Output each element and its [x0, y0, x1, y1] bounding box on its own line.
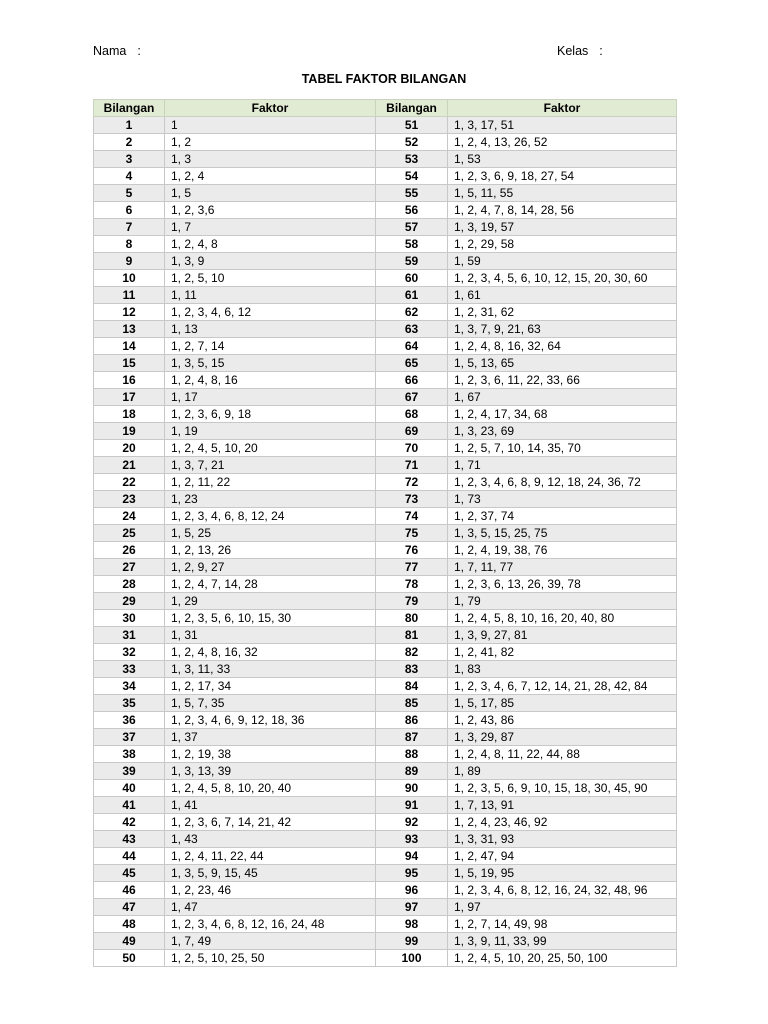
bilangan-left-cell: 50: [94, 950, 165, 967]
bilangan-left-cell: 27: [94, 559, 165, 576]
faktor-left-cell: 1, 2, 3, 6, 7, 14, 21, 42: [165, 814, 376, 831]
bilangan-right-cell: 96: [376, 882, 448, 899]
faktor-left-cell: 1, 2, 17, 34: [165, 678, 376, 695]
bilangan-left-cell: 39: [94, 763, 165, 780]
faktor-right-cell: 1, 59: [448, 253, 677, 270]
table-row: [94, 372, 677, 389]
table-row: [94, 678, 677, 695]
table-header-row: [94, 100, 677, 117]
faktor-right-cell: 1, 7, 11, 77: [448, 559, 677, 576]
faktor-left-cell: 1, 2, 4, 5, 10, 20: [165, 440, 376, 457]
table-row: [94, 525, 677, 542]
bilangan-left-cell: 1: [94, 117, 165, 134]
bilangan-right-cell: 83: [376, 661, 448, 678]
bilangan-left-cell: 22: [94, 474, 165, 491]
bilangan-right-cell: 94: [376, 848, 448, 865]
faktor-right-cell: 1, 67: [448, 389, 677, 406]
faktor-right-cell: 1, 2, 4, 8, 11, 22, 44, 88: [448, 746, 677, 763]
faktor-left-cell: 1, 2, 7, 14: [165, 338, 376, 355]
table-row: [94, 219, 677, 236]
faktor-left-cell: 1, 17: [165, 389, 376, 406]
table-row: [94, 661, 677, 678]
table-row: [94, 253, 677, 270]
faktor-right-cell: 1, 2, 4, 17, 34, 68: [448, 406, 677, 423]
faktor-left-cell: 1, 2, 3, 4, 6, 8, 12, 24: [165, 508, 376, 525]
bilangan-right-cell: 87: [376, 729, 448, 746]
bilangan-left-cell: 49: [94, 933, 165, 950]
bilangan-right-cell: 72: [376, 474, 448, 491]
faktor-left-cell: 1, 3: [165, 151, 376, 168]
faktor-left-cell: 1, 5, 25: [165, 525, 376, 542]
bilangan-left-cell: 17: [94, 389, 165, 406]
bilangan-left-cell: 36: [94, 712, 165, 729]
faktor-right-cell: 1, 2, 7, 14, 49, 98: [448, 916, 677, 933]
faktor-right-cell: 1, 2, 3, 6, 9, 18, 27, 54: [448, 168, 677, 185]
faktor-left-cell: 1, 7, 49: [165, 933, 376, 950]
table-row: [94, 185, 677, 202]
bilangan-left-cell: 47: [94, 899, 165, 916]
faktor-right-cell: 1, 2, 3, 4, 5, 6, 10, 12, 15, 20, 30, 60: [448, 270, 677, 287]
table-row: [94, 304, 677, 321]
bilangan-left-cell: 38: [94, 746, 165, 763]
table-row: [94, 202, 677, 219]
faktor-right-cell: 1, 2, 43, 86: [448, 712, 677, 729]
bilangan-left-cell: 24: [94, 508, 165, 525]
faktor-left-cell: 1, 2, 23, 46: [165, 882, 376, 899]
bilangan-right-cell: 66: [376, 372, 448, 389]
faktor-left-cell: 1, 2, 3, 4, 6, 9, 12, 18, 36: [165, 712, 376, 729]
bilangan-left-cell: 37: [94, 729, 165, 746]
nama-field: [93, 44, 141, 58]
bilangan-left-cell: 28: [94, 576, 165, 593]
faktor-right-cell: 1, 5, 11, 55: [448, 185, 677, 202]
bilangan-left-cell: 10: [94, 270, 165, 287]
bilangan-right-cell: 81: [376, 627, 448, 644]
kelas-label: Kelas: [557, 44, 589, 58]
bilangan-right-cell: 82: [376, 644, 448, 661]
bilangan-left-cell: 5: [94, 185, 165, 202]
bilangan-left-cell: 11: [94, 287, 165, 304]
table-row: [94, 355, 677, 372]
faktor-left-cell: 1, 3, 9: [165, 253, 376, 270]
bilangan-left-cell: 41: [94, 797, 165, 814]
faktor-right-cell: 1, 2, 4, 19, 38, 76: [448, 542, 677, 559]
faktor-right-cell: 1, 2, 3, 4, 6, 7, 12, 14, 21, 28, 42, 84: [448, 678, 677, 695]
faktor-right-cell: 1, 3, 29, 87: [448, 729, 677, 746]
bilangan-left-cell: 2: [94, 134, 165, 151]
bilangan-right-cell: 67: [376, 389, 448, 406]
faktor-left-cell: 1, 2, 13, 26: [165, 542, 376, 559]
page-title: TABEL FAKTOR BILANGAN: [301, 72, 467, 86]
bilangan-right-cell: 76: [376, 542, 448, 559]
faktor-left-cell: 1, 2, 4, 5, 8, 10, 20, 40: [165, 780, 376, 797]
bilangan-right-cell: 99: [376, 933, 448, 950]
bilangan-left-cell: 46: [94, 882, 165, 899]
bilangan-left-cell: 33: [94, 661, 165, 678]
table-row: [94, 457, 677, 474]
faktor-right-cell: 1, 3, 17, 51: [448, 117, 677, 134]
table-row: [94, 389, 677, 406]
faktor-left-cell: 1, 13: [165, 321, 376, 338]
faktor-left-cell: 1, 37: [165, 729, 376, 746]
faktor-right-cell: 1, 2, 4, 8, 16, 32, 64: [448, 338, 677, 355]
table-row: [94, 321, 677, 338]
faktor-left-cell: 1, 2, 9, 27: [165, 559, 376, 576]
faktor-left-cell: 1, 31: [165, 627, 376, 644]
faktor-right-cell: 1, 2, 3, 4, 6, 8, 9, 12, 18, 24, 36, 72: [448, 474, 677, 491]
faktor-right-cell: 1, 3, 19, 57: [448, 219, 677, 236]
table-row: [94, 899, 677, 916]
faktor-left-cell: 1, 47: [165, 899, 376, 916]
bilangan-left-cell: 3: [94, 151, 165, 168]
bilangan-right-cell: 69: [376, 423, 448, 440]
bilangan-left-cell: 19: [94, 423, 165, 440]
faktor-right-cell: 1, 2, 37, 74: [448, 508, 677, 525]
bilangan-left-cell: 21: [94, 457, 165, 474]
faktor-left-cell: 1, 2, 4, 8, 16: [165, 372, 376, 389]
faktor-right-cell: 1, 2, 4, 13, 26, 52: [448, 134, 677, 151]
faktor-right-cell: 1, 2, 41, 82: [448, 644, 677, 661]
faktor-right-cell: 1, 5, 17, 85: [448, 695, 677, 712]
table-row: [94, 933, 677, 950]
column-header-faktor-left: Faktor: [165, 100, 376, 117]
table-row: [94, 627, 677, 644]
faktor-left-cell: 1, 2, 3, 4, 6, 8, 12, 16, 24, 48: [165, 916, 376, 933]
table-row: [94, 848, 677, 865]
bilangan-left-cell: 30: [94, 610, 165, 627]
bilangan-right-cell: 85: [376, 695, 448, 712]
bilangan-right-cell: 89: [376, 763, 448, 780]
faktor-left-cell: 1, 7: [165, 219, 376, 236]
bilangan-left-cell: 34: [94, 678, 165, 695]
nama-label: Nama: [93, 44, 127, 58]
faktor-right-cell: 1, 97: [448, 899, 677, 916]
faktor-right-cell: 1, 73: [448, 491, 677, 508]
bilangan-right-cell: 90: [376, 780, 448, 797]
table-row: [94, 593, 677, 610]
table-row: [94, 797, 677, 814]
faktor-right-cell: 1, 61: [448, 287, 677, 304]
faktor-left-cell: 1: [165, 117, 376, 134]
column-header-bilangan-left: Bilangan: [94, 100, 165, 117]
faktor-right-cell: 1, 83: [448, 661, 677, 678]
bilangan-right-cell: 65: [376, 355, 448, 372]
table-row: [94, 168, 677, 185]
bilangan-right-cell: 97: [376, 899, 448, 916]
faktor-right-cell: 1, 2, 5, 7, 10, 14, 35, 70: [448, 440, 677, 457]
faktor-right-cell: 1, 5, 19, 95: [448, 865, 677, 882]
faktor-left-cell: 1, 2, 4, 7, 14, 28: [165, 576, 376, 593]
table-row: [94, 729, 677, 746]
faktor-right-cell: 1, 3, 23, 69: [448, 423, 677, 440]
bilangan-left-cell: 16: [94, 372, 165, 389]
table-row: [94, 576, 677, 593]
bilangan-right-cell: 71: [376, 457, 448, 474]
faktor-left-cell: 1, 3, 7, 21: [165, 457, 376, 474]
bilangan-right-cell: 54: [376, 168, 448, 185]
bilangan-right-cell: 74: [376, 508, 448, 525]
table-row: [94, 151, 677, 168]
bilangan-left-cell: 48: [94, 916, 165, 933]
bilangan-right-cell: 92: [376, 814, 448, 831]
faktor-right-cell: 1, 3, 7, 9, 21, 63: [448, 321, 677, 338]
faktor-right-cell: 1, 71: [448, 457, 677, 474]
faktor-left-cell: 1, 2: [165, 134, 376, 151]
table-row: [94, 117, 677, 134]
bilangan-right-cell: 52: [376, 134, 448, 151]
bilangan-left-cell: 8: [94, 236, 165, 253]
table-row: [94, 916, 677, 933]
faktor-right-cell: 1, 5, 13, 65: [448, 355, 677, 372]
bilangan-left-cell: 29: [94, 593, 165, 610]
faktor-right-cell: 1, 2, 4, 7, 8, 14, 28, 56: [448, 202, 677, 219]
bilangan-right-cell: 75: [376, 525, 448, 542]
bilangan-right-cell: 64: [376, 338, 448, 355]
faktor-left-cell: 1, 3, 11, 33: [165, 661, 376, 678]
bilangan-right-cell: 57: [376, 219, 448, 236]
faktor-left-cell: 1, 3, 5, 9, 15, 45: [165, 865, 376, 882]
faktor-left-cell: 1, 19: [165, 423, 376, 440]
table-row: [94, 287, 677, 304]
table-row: [94, 406, 677, 423]
table-row: [94, 542, 677, 559]
table-row: [94, 508, 677, 525]
bilangan-right-cell: 77: [376, 559, 448, 576]
faktor-left-cell: 1, 3, 13, 39: [165, 763, 376, 780]
bilangan-right-cell: 61: [376, 287, 448, 304]
faktor-left-cell: 1, 5: [165, 185, 376, 202]
bilangan-left-cell: 43: [94, 831, 165, 848]
bilangan-left-cell: 4: [94, 168, 165, 185]
faktor-right-cell: 1, 2, 3, 4, 6, 8, 12, 16, 24, 32, 48, 96: [448, 882, 677, 899]
bilangan-right-cell: 59: [376, 253, 448, 270]
faktor-right-cell: 1, 79: [448, 593, 677, 610]
bilangan-left-cell: 26: [94, 542, 165, 559]
bilangan-right-cell: 70: [376, 440, 448, 457]
faktor-right-cell: 1, 2, 3, 6, 11, 22, 33, 66: [448, 372, 677, 389]
bilangan-left-cell: 7: [94, 219, 165, 236]
faktor-right-cell: 1, 3, 9, 11, 33, 99: [448, 933, 677, 950]
bilangan-right-cell: 100: [376, 950, 448, 967]
faktor-right-cell: 1, 3, 5, 15, 25, 75: [448, 525, 677, 542]
faktor-right-cell: 1, 2, 4, 5, 10, 20, 25, 50, 100: [448, 950, 677, 967]
bilangan-right-cell: 63: [376, 321, 448, 338]
factor-table: [93, 99, 677, 967]
faktor-left-cell: 1, 3, 5, 15: [165, 355, 376, 372]
faktor-left-cell: 1, 2, 3,6: [165, 202, 376, 219]
bilangan-right-cell: 78: [376, 576, 448, 593]
table-row: [94, 338, 677, 355]
bilangan-left-cell: 6: [94, 202, 165, 219]
faktor-right-cell: 1, 2, 4, 23, 46, 92: [448, 814, 677, 831]
bilangan-right-cell: 60: [376, 270, 448, 287]
bilangan-left-cell: 12: [94, 304, 165, 321]
bilangan-right-cell: 91: [376, 797, 448, 814]
faktor-left-cell: 1, 41: [165, 797, 376, 814]
bilangan-right-cell: 93: [376, 831, 448, 848]
faktor-left-cell: 1, 5, 7, 35: [165, 695, 376, 712]
table-row: [94, 695, 677, 712]
table-row: [94, 270, 677, 287]
faktor-left-cell: 1, 2, 3, 6, 9, 18: [165, 406, 376, 423]
table-row: [94, 865, 677, 882]
column-header-bilangan-right: Bilangan: [376, 100, 448, 117]
faktor-right-cell: 1, 3, 9, 27, 81: [448, 627, 677, 644]
bilangan-left-cell: 32: [94, 644, 165, 661]
faktor-left-cell: 1, 2, 4, 11, 22, 44: [165, 848, 376, 865]
faktor-left-cell: 1, 2, 19, 38: [165, 746, 376, 763]
table-row: [94, 712, 677, 729]
table-body: [94, 117, 677, 967]
table-row: [94, 610, 677, 627]
bilangan-right-cell: 86: [376, 712, 448, 729]
faktor-right-cell: 1, 2, 3, 5, 6, 9, 10, 15, 18, 30, 45, 90: [448, 780, 677, 797]
bilangan-right-cell: 55: [376, 185, 448, 202]
faktor-left-cell: 1, 2, 4: [165, 168, 376, 185]
table-row: [94, 644, 677, 661]
faktor-right-cell: 1, 2, 31, 62: [448, 304, 677, 321]
nama-colon: :: [137, 44, 141, 58]
faktor-left-cell: 1, 2, 4, 8: [165, 236, 376, 253]
bilangan-right-cell: 68: [376, 406, 448, 423]
bilangan-left-cell: 23: [94, 491, 165, 508]
bilangan-left-cell: 44: [94, 848, 165, 865]
column-header-faktor-right: Faktor: [448, 100, 677, 117]
bilangan-right-cell: 73: [376, 491, 448, 508]
table-row: [94, 831, 677, 848]
table-row: [94, 814, 677, 831]
bilangan-right-cell: 62: [376, 304, 448, 321]
kelas-colon: :: [599, 44, 603, 58]
bilangan-right-cell: 80: [376, 610, 448, 627]
faktor-right-cell: 1, 53: [448, 151, 677, 168]
faktor-left-cell: 1, 43: [165, 831, 376, 848]
bilangan-left-cell: 18: [94, 406, 165, 423]
faktor-left-cell: 1, 23: [165, 491, 376, 508]
faktor-left-cell: 1, 2, 3, 5, 6, 10, 15, 30: [165, 610, 376, 627]
bilangan-right-cell: 84: [376, 678, 448, 695]
table-row: [94, 236, 677, 253]
table-row: [94, 763, 677, 780]
bilangan-right-cell: 95: [376, 865, 448, 882]
table-row: [94, 746, 677, 763]
bilangan-right-cell: 79: [376, 593, 448, 610]
faktor-right-cell: 1, 7, 13, 91: [448, 797, 677, 814]
faktor-left-cell: 1, 2, 5, 10, 25, 50: [165, 950, 376, 967]
bilangan-left-cell: 40: [94, 780, 165, 797]
faktor-right-cell: 1, 89: [448, 763, 677, 780]
table-row: [94, 950, 677, 967]
table-row: [94, 423, 677, 440]
bilangan-right-cell: 56: [376, 202, 448, 219]
faktor-right-cell: 1, 2, 29, 58: [448, 236, 677, 253]
bilangan-left-cell: 15: [94, 355, 165, 372]
faktor-left-cell: 1, 11: [165, 287, 376, 304]
bilangan-left-cell: 9: [94, 253, 165, 270]
bilangan-left-cell: 25: [94, 525, 165, 542]
faktor-left-cell: 1, 2, 5, 10: [165, 270, 376, 287]
bilangan-right-cell: 98: [376, 916, 448, 933]
bilangan-left-cell: 14: [94, 338, 165, 355]
table-row: [94, 780, 677, 797]
bilangan-left-cell: 20: [94, 440, 165, 457]
bilangan-left-cell: 42: [94, 814, 165, 831]
bilangan-left-cell: 31: [94, 627, 165, 644]
table-row: [94, 559, 677, 576]
faktor-right-cell: 1, 2, 3, 6, 13, 26, 39, 78: [448, 576, 677, 593]
faktor-right-cell: 1, 3, 31, 93: [448, 831, 677, 848]
bilangan-left-cell: 13: [94, 321, 165, 338]
faktor-right-cell: 1, 2, 4, 5, 8, 10, 16, 20, 40, 80: [448, 610, 677, 627]
bilangan-left-cell: 45: [94, 865, 165, 882]
bilangan-right-cell: 88: [376, 746, 448, 763]
bilangan-right-cell: 58: [376, 236, 448, 253]
bilangan-right-cell: 51: [376, 117, 448, 134]
table-row: [94, 134, 677, 151]
kelas-field: [557, 44, 603, 58]
table-row: [94, 474, 677, 491]
faktor-left-cell: 1, 2, 4, 8, 16, 32: [165, 644, 376, 661]
bilangan-left-cell: 35: [94, 695, 165, 712]
bilangan-right-cell: 53: [376, 151, 448, 168]
faktor-left-cell: 1, 2, 11, 22: [165, 474, 376, 491]
table-row: [94, 882, 677, 899]
faktor-right-cell: 1, 2, 47, 94: [448, 848, 677, 865]
table-row: [94, 491, 677, 508]
faktor-left-cell: 1, 2, 3, 4, 6, 12: [165, 304, 376, 321]
table-row: [94, 440, 677, 457]
faktor-left-cell: 1, 29: [165, 593, 376, 610]
